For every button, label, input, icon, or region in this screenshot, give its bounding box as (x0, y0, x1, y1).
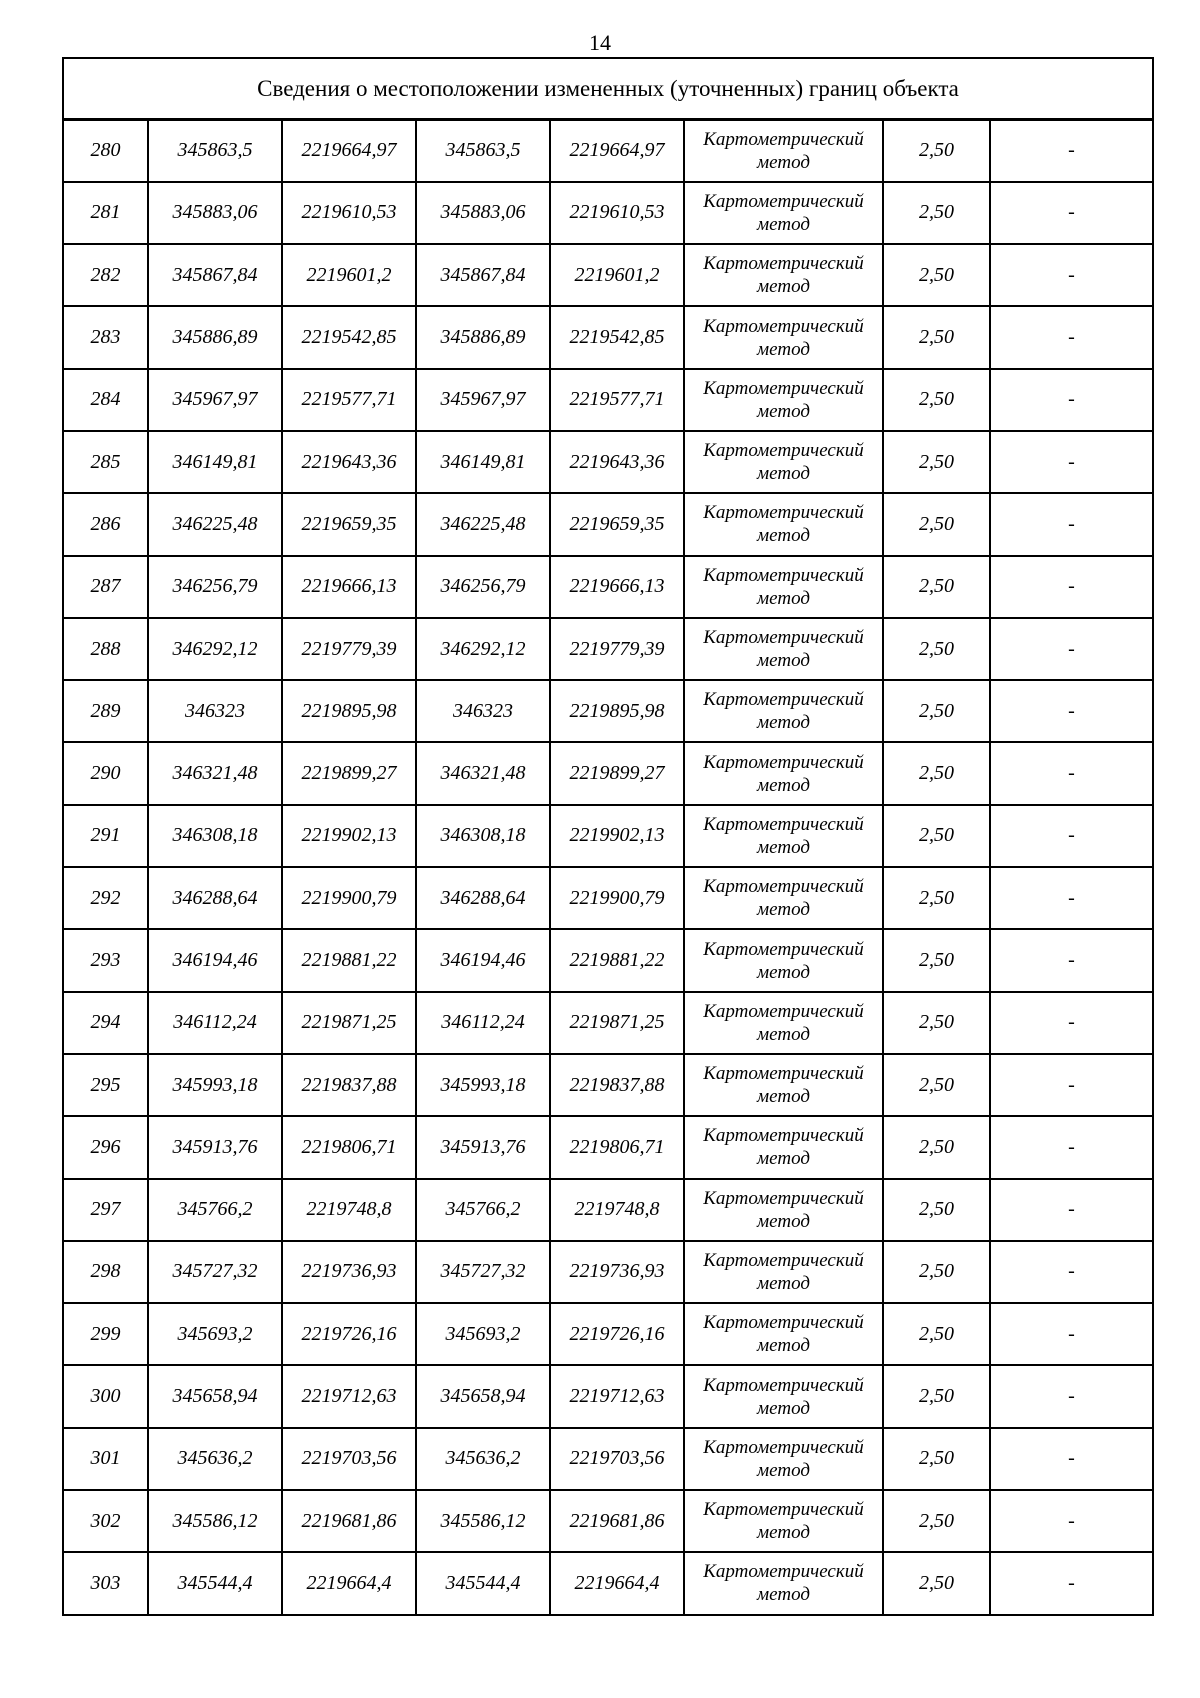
note-cell: - (990, 120, 1153, 182)
existing-y-cell: 2219806,71 (282, 1116, 416, 1178)
table-row (63, 556, 1153, 618)
existing-y-cell: 2219900,79 (282, 867, 416, 929)
table-row (63, 1490, 1153, 1552)
refined-x-cell: 346225,48 (416, 493, 550, 555)
point-number-cell: 292 (63, 867, 148, 929)
existing-y-cell: 2219610,53 (282, 182, 416, 244)
table-body (63, 120, 1153, 1615)
point-number-cell: 293 (63, 929, 148, 991)
refined-y-cell: 2219902,13 (550, 805, 684, 867)
point-number-cell: 301 (63, 1428, 148, 1490)
refined-y-cell: 2219664,4 (550, 1552, 684, 1614)
point-number-cell: 298 (63, 1241, 148, 1303)
table-row (63, 120, 1153, 182)
existing-y-cell: 2219703,56 (282, 1428, 416, 1490)
refined-y-cell: 2219664,97 (550, 120, 684, 182)
table-row (63, 929, 1153, 991)
refined-y-cell: 2219895,98 (550, 680, 684, 742)
point-number-cell: 302 (63, 1490, 148, 1552)
refined-y-cell: 2219659,35 (550, 493, 684, 555)
existing-y-cell: 2219601,2 (282, 244, 416, 306)
method-cell: Картометрический метод (684, 742, 883, 804)
existing-x-cell: 345693,2 (148, 1303, 282, 1365)
table-row (63, 1365, 1153, 1427)
refined-y-cell: 2219610,53 (550, 182, 684, 244)
existing-x-cell: 345913,76 (148, 1116, 282, 1178)
existing-y-cell: 2219664,97 (282, 120, 416, 182)
refined-y-cell: 2219726,16 (550, 1303, 684, 1365)
existing-x-cell: 345636,2 (148, 1428, 282, 1490)
table-row (63, 431, 1153, 493)
refined-x-cell: 346308,18 (416, 805, 550, 867)
existing-y-cell: 2219681,86 (282, 1490, 416, 1552)
refined-y-cell: 2219899,27 (550, 742, 684, 804)
note-cell: - (990, 1428, 1153, 1490)
accuracy-cell: 2,50 (883, 1428, 990, 1490)
note-cell: - (990, 1179, 1153, 1241)
accuracy-cell: 2,50 (883, 805, 990, 867)
method-cell: Картометрический метод (684, 1241, 883, 1303)
existing-y-cell: 2219736,93 (282, 1241, 416, 1303)
point-number-cell: 295 (63, 1054, 148, 1116)
accuracy-cell: 2,50 (883, 1116, 990, 1178)
note-cell: - (990, 1303, 1153, 1365)
note-cell: - (990, 1116, 1153, 1178)
accuracy-cell: 2,50 (883, 120, 990, 182)
page-number: 14 (589, 30, 611, 55)
method-cell: Картометрический метод (684, 680, 883, 742)
table-row (63, 680, 1153, 742)
existing-y-cell: 2219748,8 (282, 1179, 416, 1241)
refined-y-cell: 2219736,93 (550, 1241, 684, 1303)
refined-y-cell: 2219881,22 (550, 929, 684, 991)
table-row (63, 1241, 1153, 1303)
existing-y-cell: 2219779,39 (282, 618, 416, 680)
refined-y-cell: 2219712,63 (550, 1365, 684, 1427)
refined-x-cell: 345766,2 (416, 1179, 550, 1241)
refined-y-cell: 2219806,71 (550, 1116, 684, 1178)
note-cell: - (990, 244, 1153, 306)
point-number-cell: 291 (63, 805, 148, 867)
table-title: Сведения о местоположении измененных (уточненных) границ объекта (63, 58, 1153, 120)
accuracy-cell: 2,50 (883, 182, 990, 244)
point-number-cell: 283 (63, 306, 148, 368)
table-row (63, 493, 1153, 555)
note-cell: - (990, 1490, 1153, 1552)
accuracy-cell: 2,50 (883, 1490, 990, 1552)
refined-x-cell: 346321,48 (416, 742, 550, 804)
refined-y-cell: 2219871,25 (550, 992, 684, 1054)
table-row (63, 369, 1153, 431)
refined-x-cell: 345913,76 (416, 1116, 550, 1178)
note-cell: - (990, 306, 1153, 368)
method-cell: Картометрический метод (684, 120, 883, 182)
note-cell: - (990, 805, 1153, 867)
table-row (63, 1303, 1153, 1365)
existing-x-cell: 346308,18 (148, 805, 282, 867)
existing-y-cell: 2219659,35 (282, 493, 416, 555)
existing-x-cell: 345544,4 (148, 1552, 282, 1614)
refined-x-cell: 345693,2 (416, 1303, 550, 1365)
existing-y-cell: 2219871,25 (282, 992, 416, 1054)
method-cell: Картометрический метод (684, 867, 883, 929)
refined-x-cell: 345993,18 (416, 1054, 550, 1116)
table-row (63, 867, 1153, 929)
method-cell: Картометрический метод (684, 306, 883, 368)
accuracy-cell: 2,50 (883, 929, 990, 991)
refined-x-cell: 345863,5 (416, 120, 550, 182)
accuracy-cell: 2,50 (883, 556, 990, 618)
existing-y-cell: 2219899,27 (282, 742, 416, 804)
method-cell: Картометрический метод (684, 1116, 883, 1178)
method-cell: Картометрический метод (684, 805, 883, 867)
existing-x-cell: 346225,48 (148, 493, 282, 555)
refined-y-cell: 2219900,79 (550, 867, 684, 929)
existing-x-cell: 345863,5 (148, 120, 282, 182)
accuracy-cell: 2,50 (883, 867, 990, 929)
existing-x-cell: 346112,24 (148, 992, 282, 1054)
method-cell: Картометрический метод (684, 1054, 883, 1116)
accuracy-cell: 2,50 (883, 742, 990, 804)
existing-y-cell: 2219881,22 (282, 929, 416, 991)
refined-y-cell: 2219748,8 (550, 1179, 684, 1241)
method-cell: Картометрический метод (684, 556, 883, 618)
refined-x-cell: 345886,89 (416, 306, 550, 368)
existing-y-cell: 2219643,36 (282, 431, 416, 493)
method-cell: Картометрический метод (684, 369, 883, 431)
refined-x-cell: 345636,2 (416, 1428, 550, 1490)
method-cell: Картометрический метод (684, 1428, 883, 1490)
accuracy-cell: 2,50 (883, 306, 990, 368)
table-row (63, 182, 1153, 244)
table-row (63, 1552, 1153, 1614)
refined-x-cell: 346256,79 (416, 556, 550, 618)
accuracy-cell: 2,50 (883, 680, 990, 742)
note-cell: - (990, 1054, 1153, 1116)
refined-y-cell: 2219837,88 (550, 1054, 684, 1116)
existing-x-cell: 345867,84 (148, 244, 282, 306)
table-row (63, 1116, 1153, 1178)
point-number-cell: 280 (63, 120, 148, 182)
table-row (63, 1054, 1153, 1116)
existing-x-cell: 346321,48 (148, 742, 282, 804)
accuracy-cell: 2,50 (883, 431, 990, 493)
accuracy-cell: 2,50 (883, 1241, 990, 1303)
method-cell: Картометрический метод (684, 493, 883, 555)
note-cell: - (990, 431, 1153, 493)
table-row (63, 306, 1153, 368)
existing-y-cell: 2219542,85 (282, 306, 416, 368)
method-cell: Картометрический метод (684, 1179, 883, 1241)
note-cell: - (990, 742, 1153, 804)
table-row (63, 1428, 1153, 1490)
existing-x-cell: 346149,81 (148, 431, 282, 493)
method-cell: Картометрический метод (684, 182, 883, 244)
method-cell: Картометрический метод (684, 929, 883, 991)
refined-y-cell: 2219577,71 (550, 369, 684, 431)
accuracy-cell: 2,50 (883, 1179, 990, 1241)
existing-y-cell: 2219577,71 (282, 369, 416, 431)
refined-x-cell: 345867,84 (416, 244, 550, 306)
point-number-cell: 282 (63, 244, 148, 306)
refined-x-cell: 345727,32 (416, 1241, 550, 1303)
existing-y-cell: 2219895,98 (282, 680, 416, 742)
accuracy-cell: 2,50 (883, 244, 990, 306)
note-cell: - (990, 369, 1153, 431)
point-number-cell: 288 (63, 618, 148, 680)
existing-x-cell: 345967,97 (148, 369, 282, 431)
accuracy-cell: 2,50 (883, 618, 990, 680)
existing-y-cell: 2219726,16 (282, 1303, 416, 1365)
note-cell: - (990, 680, 1153, 742)
accuracy-cell: 2,50 (883, 369, 990, 431)
method-cell: Картометрический метод (684, 431, 883, 493)
note-cell: - (990, 1552, 1153, 1614)
point-number-cell: 286 (63, 493, 148, 555)
accuracy-cell: 2,50 (883, 1303, 990, 1365)
refined-x-cell: 346149,81 (416, 431, 550, 493)
existing-y-cell: 2219664,4 (282, 1552, 416, 1614)
point-number-cell: 281 (63, 182, 148, 244)
point-number-cell: 297 (63, 1179, 148, 1241)
refined-x-cell: 346323 (416, 680, 550, 742)
method-cell: Картометрический метод (684, 1552, 883, 1614)
point-number-cell: 296 (63, 1116, 148, 1178)
existing-y-cell: 2219902,13 (282, 805, 416, 867)
existing-x-cell: 345586,12 (148, 1490, 282, 1552)
refined-y-cell: 2219681,86 (550, 1490, 684, 1552)
point-number-cell: 294 (63, 992, 148, 1054)
existing-y-cell: 2219837,88 (282, 1054, 416, 1116)
point-number-cell: 299 (63, 1303, 148, 1365)
refined-x-cell: 346292,12 (416, 618, 550, 680)
method-cell: Картометрический метод (684, 1490, 883, 1552)
refined-y-cell: 2219779,39 (550, 618, 684, 680)
point-number-cell: 290 (63, 742, 148, 804)
point-number-cell: 289 (63, 680, 148, 742)
method-cell: Картометрический метод (684, 618, 883, 680)
method-cell: Картометрический метод (684, 1303, 883, 1365)
note-cell: - (990, 493, 1153, 555)
table-row (63, 742, 1153, 804)
point-number-cell: 285 (63, 431, 148, 493)
existing-x-cell: 345886,89 (148, 306, 282, 368)
refined-y-cell: 2219666,13 (550, 556, 684, 618)
table-row (63, 805, 1153, 867)
existing-y-cell: 2219666,13 (282, 556, 416, 618)
existing-x-cell: 346256,79 (148, 556, 282, 618)
existing-x-cell: 345883,06 (148, 182, 282, 244)
refined-y-cell: 2219703,56 (550, 1428, 684, 1490)
point-number-cell: 300 (63, 1365, 148, 1427)
refined-y-cell: 2219643,36 (550, 431, 684, 493)
method-cell: Картометрический метод (684, 244, 883, 306)
refined-x-cell: 345586,12 (416, 1490, 550, 1552)
refined-x-cell: 345544,4 (416, 1552, 550, 1614)
point-number-cell: 287 (63, 556, 148, 618)
existing-y-cell: 2219712,63 (282, 1365, 416, 1427)
note-cell: - (990, 1241, 1153, 1303)
refined-x-cell: 346194,46 (416, 929, 550, 991)
accuracy-cell: 2,50 (883, 1365, 990, 1427)
note-cell: - (990, 929, 1153, 991)
accuracy-cell: 2,50 (883, 1054, 990, 1116)
refined-x-cell: 346288,64 (416, 867, 550, 929)
refined-x-cell: 346112,24 (416, 992, 550, 1054)
point-number-cell: 284 (63, 369, 148, 431)
accuracy-cell: 2,50 (883, 1552, 990, 1614)
table-row (63, 1179, 1153, 1241)
existing-x-cell: 346323 (148, 680, 282, 742)
method-cell: Картометрический метод (684, 1365, 883, 1427)
note-cell: - (990, 992, 1153, 1054)
note-cell: - (990, 1365, 1153, 1427)
refined-x-cell: 345658,94 (416, 1365, 550, 1427)
note-cell: - (990, 867, 1153, 929)
table-row (63, 618, 1153, 680)
existing-x-cell: 346288,64 (148, 867, 282, 929)
accuracy-cell: 2,50 (883, 493, 990, 555)
accuracy-cell: 2,50 (883, 992, 990, 1054)
existing-x-cell: 345993,18 (148, 1054, 282, 1116)
existing-x-cell: 345658,94 (148, 1365, 282, 1427)
point-number-cell: 303 (63, 1552, 148, 1614)
existing-x-cell: 345727,32 (148, 1241, 282, 1303)
existing-x-cell: 346292,12 (148, 618, 282, 680)
method-cell: Картометрический метод (684, 992, 883, 1054)
note-cell: - (990, 556, 1153, 618)
boundary-coordinates-table (62, 57, 1154, 1616)
note-cell: - (990, 618, 1153, 680)
existing-x-cell: 345766,2 (148, 1179, 282, 1241)
refined-y-cell: 2219601,2 (550, 244, 684, 306)
note-cell: - (990, 182, 1153, 244)
refined-x-cell: 345967,97 (416, 369, 550, 431)
refined-y-cell: 2219542,85 (550, 306, 684, 368)
refined-x-cell: 345883,06 (416, 182, 550, 244)
table-row (63, 244, 1153, 306)
existing-x-cell: 346194,46 (148, 929, 282, 991)
table-row (63, 992, 1153, 1054)
